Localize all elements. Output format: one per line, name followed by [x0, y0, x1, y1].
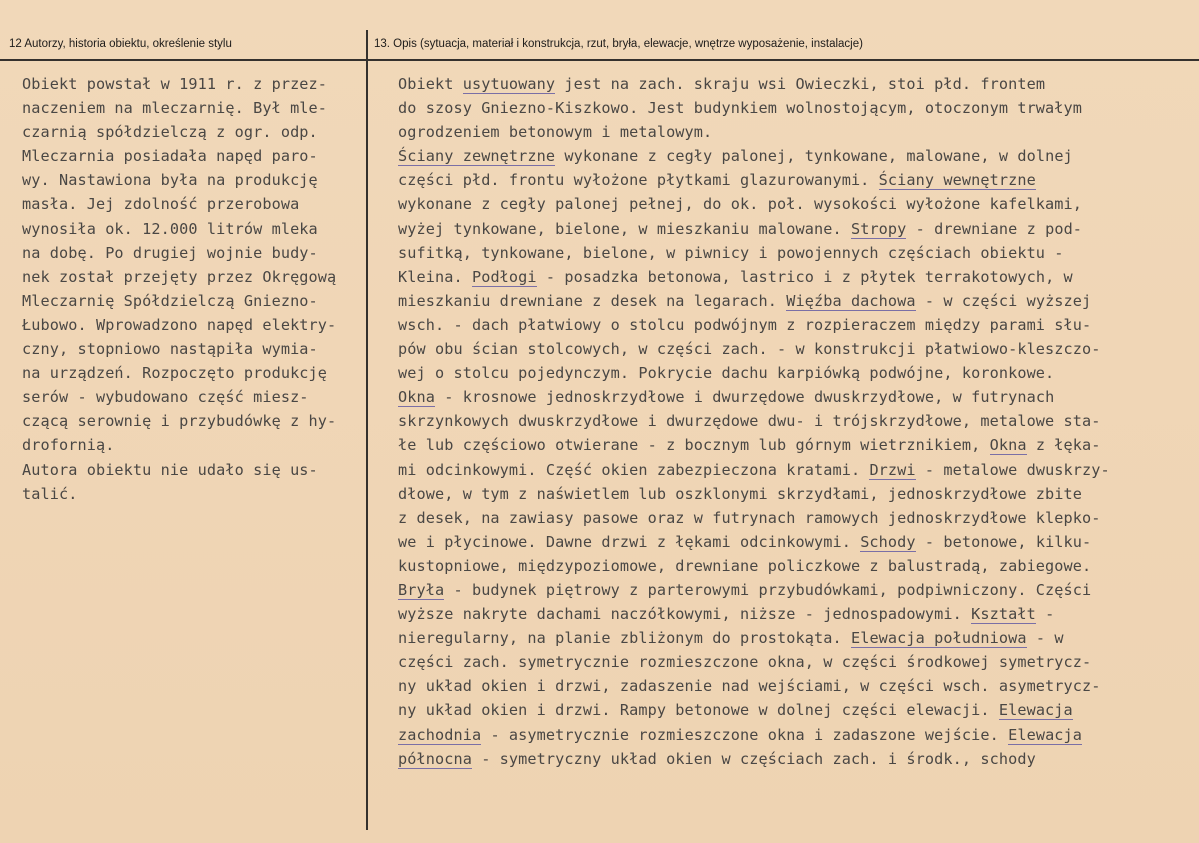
left-column-line: serów - wybudowano część miesz- — [22, 388, 309, 407]
right-column-line: sufitką, tynkowane, bielone, w piwnicy i powojennych częściach obiektu - — [398, 243, 1064, 262]
right-column-line: skrzynkowych dwuskrzydłowe i dwurzędowe dwu- i trójskrzydłowe, metalowe sta- — [398, 412, 1101, 431]
left-column-line: drofornią. — [22, 436, 115, 455]
right-column-line: mi odcinkowymi. Część okien zabezpieczona kratami. Drzwi - metalowe dwuskrzy- — [398, 460, 1110, 479]
right-column-line: wyższe nakryte dachami naczółkowymi, niższe - jednospadowymi. Kształt - — [398, 605, 1055, 624]
right-column-line: pów obu ścian stolcowych, w części zach. - w konstrukcji płatwiowo-kleszczo- — [398, 340, 1101, 359]
left-column-line: czarnią spółdzielczą z ogr. odp. — [22, 123, 318, 142]
left-column-line: na dobę. Po drugiej wojnie budy- — [22, 243, 318, 262]
right-column-line: wsch. - dach płatwiowy o stolcu podwójnym z rozpieraczem między parami słu- — [398, 315, 1092, 334]
left-column-line: czny, stopniowo nastąpiła wymia- — [22, 340, 318, 359]
description-text — [398, 72, 1193, 771]
left-column-line: Mleczarnia posiadała napęd paro- — [22, 147, 318, 166]
left-column-line: Obiekt powstał w 1911 r. z przez- — [22, 75, 328, 93]
right-column-line: łe lub częściowo otwierane - z bocznym lub górnym wietrznikiem, Okna z łęka- — [398, 436, 1101, 455]
left-column-line: masła. Jej zdolność przerobowa — [22, 195, 300, 214]
right-column-line: części płd. frontu wyłożone płytkami glazurowanymi. Ściany wewnętrzne — [398, 171, 1036, 190]
right-column-line: mieszkaniu drewniane z desek na legarach. Więźba dachowa - w części wyższej — [398, 291, 1092, 310]
right-column-line: ny układ okien i drzwi, zadaszenie nad wejściami, w części wsch. asymetrycz- — [398, 677, 1101, 696]
right-column-line: Ściany zewnętrzne wykonane z cegły palonej, tynkowane, malowane, w dolnej — [398, 147, 1073, 166]
right-column-line: Obiekt usytuowany jest na zach. skraju wsi Owieczki, stoi płd. frontem — [398, 75, 1046, 93]
right-column-line: dłowe, w tym z naświetlem lub oszklonymi skrzydłami, jednoskrzydłowe zbite — [398, 484, 1083, 503]
left-column-line: Łubowo. Wprowadzono napęd elektry- — [22, 315, 337, 334]
right-column-line: Bryła - budynek piętrowy z parterowymi przybudówkami, podpiwniczony. Części — [398, 580, 1092, 599]
left-column-line: Autora obiektu nie udało się us- — [22, 460, 318, 479]
left-column-line: naczeniem na mleczarnię. Był mle- — [22, 99, 328, 118]
right-column-line: wej o stolcu pojedynczym. Pokrycie dachu karpiówką podwójne, koronkowe. — [398, 364, 1055, 383]
right-column-line: ny układ okien i drzwi. Rampy betonowe w dolnej części elewacji. Elewacja — [398, 701, 1073, 720]
right-column-line: północna - symetryczny układ okien w częściach zach. i środk., schody — [398, 749, 1036, 768]
left-column-line: Mleczarnię Spółdzielczą Gniezno- — [22, 291, 318, 310]
right-column-line: do szosy Gniezno-Kiszkowo. Jest budynkiem wolnostojącym, otoczonym trwałym — [398, 99, 1083, 118]
left-column-line: talić. — [22, 484, 78, 503]
section-12-header: 12 Autorzy, historia obiektu, określenie stylu — [9, 38, 232, 50]
right-column-line: we i płycinowe. Dawne drzwi z łękami odcinkowymi. Schody - betonowe, kilku- — [398, 532, 1092, 551]
right-column-line: wykonane z cegły palonej pełnej, do ok. poł. wysokości wyłożone kafelkami, — [398, 195, 1083, 214]
history-text — [22, 72, 362, 506]
column-divider — [366, 30, 368, 830]
left-column-line: wynosiła ok. 12.000 litrów mleka — [22, 219, 318, 238]
left-column-line: czącą serownię i przybudówkę z hy- — [22, 412, 337, 431]
right-column-line: kustopniowe, międzypoziomowe, drewniane policzkowe z balustradą, zabiegowe. — [398, 556, 1092, 575]
right-column-line: Kleina. Podłogi - posadzka betonowa, lastrico i z płytek terrakotowych, w — [398, 267, 1073, 286]
right-column-line: części zach. symetrycznie rozmieszczone okna, w części środkowej symetrycz- — [398, 653, 1092, 672]
right-column-line: nieregularny, na planie zbliżonym do prostokąta. Elewacja południowa - w — [398, 629, 1064, 648]
section-13-header: 13. Opis (sytuacja, materiał i konstrukcja, rzut, bryła, elewacje, wnętrze wyposażenie, instalacje) — [374, 38, 863, 50]
left-column-line: nek został przejęty przez Okręgową — [22, 267, 337, 286]
left-column-line: wy. Nastawiona była na produkcję — [22, 171, 318, 190]
right-column-line: zachodnia - asymetrycznie rozmieszczone okna i zadaszone wejście. Elewacja — [398, 725, 1083, 744]
right-column-line: wyżej tynkowane, bielone, w mieszkaniu malowane. Stropy - drewniane z pod- — [398, 219, 1083, 238]
right-column-line: Okna - krosnowe jednoskrzydłowe i dwurzędowe dwuskrzydłowe, w futrynach — [398, 388, 1055, 407]
header-rule — [0, 59, 1199, 61]
right-column-line: ogrodzeniem betonowym i metalowym. — [398, 123, 713, 142]
right-column-line: z desek, na zawiasy pasowe oraz w futrynach ramowych jednoskrzydłowe klepko- — [398, 508, 1101, 527]
left-column-line: na urządzeń. Rozpoczęto produkcję — [22, 364, 328, 383]
